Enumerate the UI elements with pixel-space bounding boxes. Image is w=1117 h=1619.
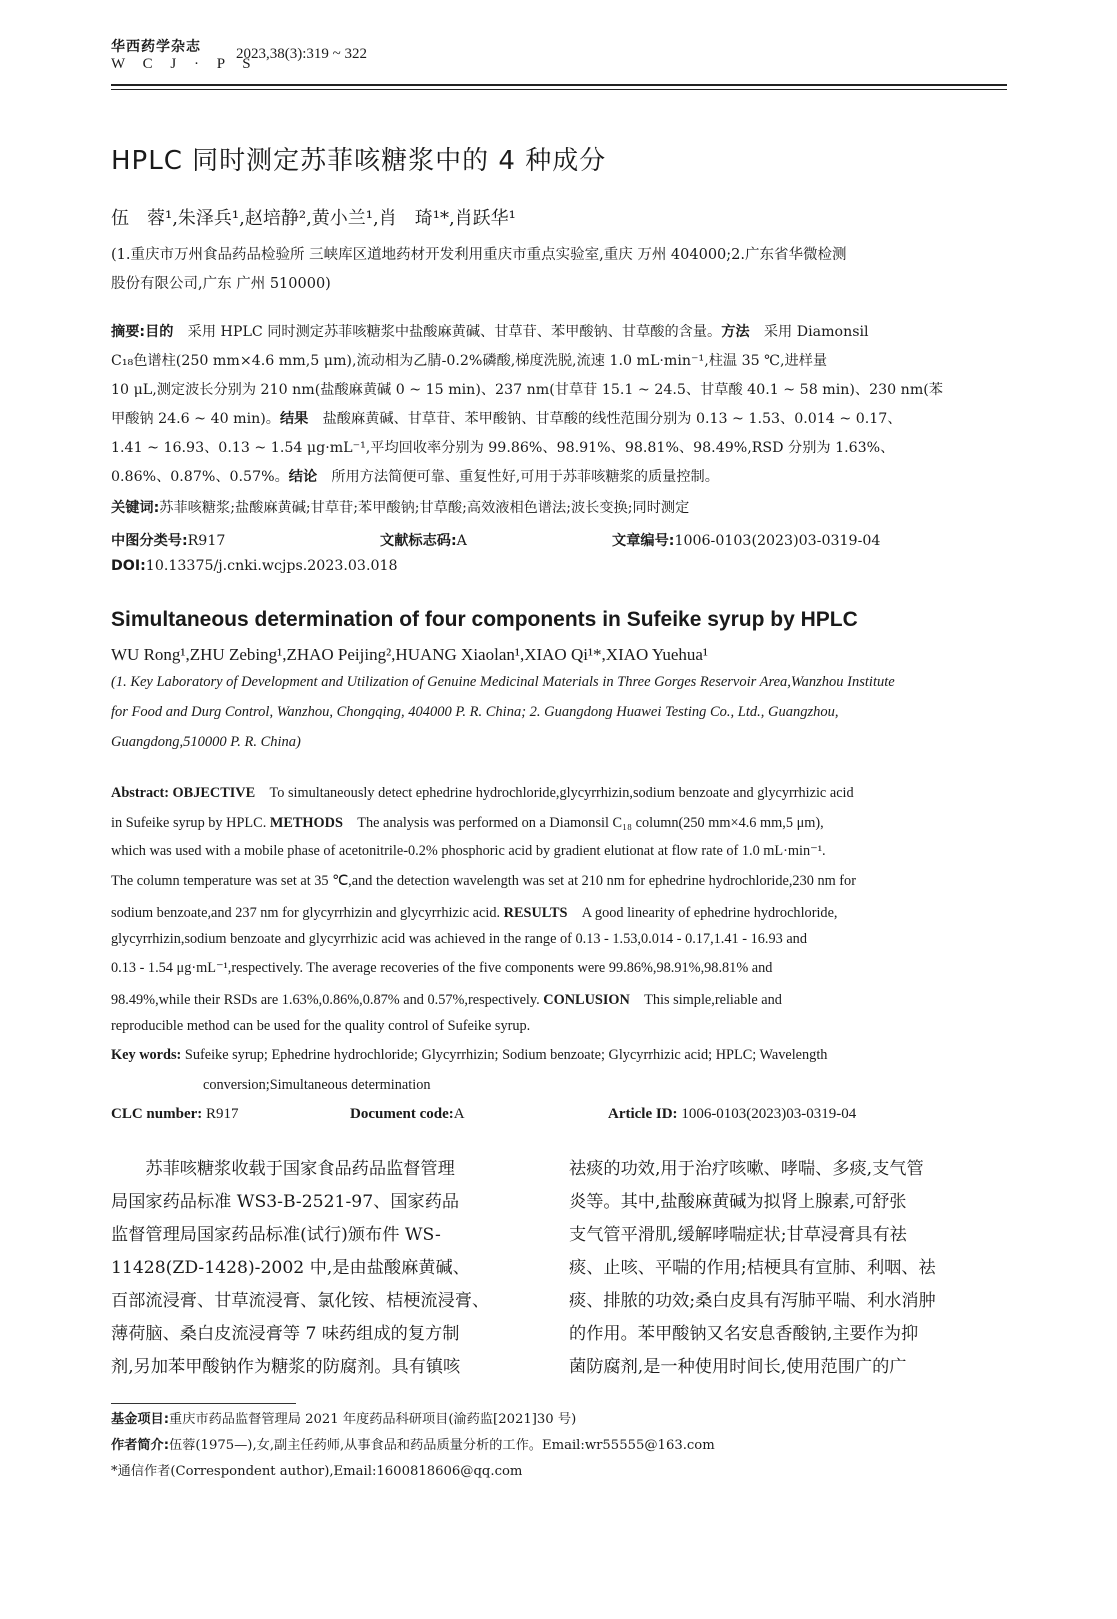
body-right-line: 的作用。苯甲酸钠又名安息香酸钠,主要作为抑 xyxy=(569,1324,919,1344)
body-right-line: 支气管平滑肌,缓解哮喘症状;甘草浸膏具有祛 xyxy=(569,1225,907,1245)
abstract-en-line xyxy=(111,989,1007,1009)
authors-en: WU Rong¹,ZHU Zebing¹,ZHAO Peijing²,HUANG Xiaolan¹,XIAO Qi¹*,XIAO Yuehua¹ xyxy=(111,645,709,664)
affiliation-en-line: Guangdong,510000 P. R. China) xyxy=(111,734,301,750)
doc-code-en xyxy=(350,1106,465,1123)
body-right-line: 炎等。其中,盐酸麻黄碱为拟肾上腺素,可舒张 xyxy=(569,1192,907,1212)
abstract-en-line: which was used with a mobile phase of acetonitrile-0.2% phosphoric acid by gradient elutionat at flow rate of 1.0 mL·min⁻¹. xyxy=(111,843,826,859)
clc-number-cn xyxy=(111,530,225,550)
authors-cn: 伍 蓉¹,朱泽兵¹,赵培静²,黄小兰¹,肖 琦¹*,肖跃华¹ xyxy=(111,208,516,229)
issue-info: 2023,38(3):319 ~ 322 xyxy=(236,46,368,62)
clc-cn-value: R917 xyxy=(187,533,226,549)
footnote-rule xyxy=(111,1403,296,1404)
abstract-cn-line: 10 μL,测定波长分别为 210 nm(盐酸麻黄碱 0 ~ 15 min)、237 nm(甘草苷 15.1 ~ 24.5、甘草酸 40.1 ~ 58 min)、230 nm(苯 xyxy=(111,382,943,398)
abstract-cn-line: C₁₈色谱柱(250 mm×4.6 mm,5 μm),流动相为乙腈-0.2%磷酸,梯度洗脱,流速 1.0 mL·min⁻¹,柱温 35 ℃,进样量 xyxy=(111,353,828,369)
footnote-fund xyxy=(111,1408,576,1427)
abstract-cn-line xyxy=(111,466,1007,486)
abstract-en-text: 98.49%,while their RSDs are 1.63%,0.86%,0.87% and 0.57%,respectively. xyxy=(111,992,540,1008)
methods-en-label: METHODS xyxy=(269,815,343,831)
header-rule-thin xyxy=(111,89,1007,90)
keywords-cn-label: 关键词: xyxy=(111,500,160,516)
abstract-en-line: The column temperature was set at 35 ℃,and the detection wavelength was set at 210 nm for ephedrine hydrochloride,230 nm for xyxy=(111,873,856,889)
conclusion-cn-label: 结论 xyxy=(288,469,318,485)
abstract-en-label: Abstract: xyxy=(111,785,169,801)
abstract-en-line xyxy=(111,902,1007,922)
keywords-cn xyxy=(111,497,1007,517)
abstract-en-line: glycyrrhizin,sodium benzoate and glycyrrhizic acid was achieved in the range of 0.13 - 1.53,0.014 - 0.17,1.41 - 16.93 and xyxy=(111,931,807,947)
keywords-en-line: conversion;Simultaneous determination xyxy=(203,1077,431,1093)
doi-value: 10.13375/j.cnki.wcjps.2023.03.018 xyxy=(145,558,398,574)
abstract-cn-text: 0.86%、0.87%、0.57%。 xyxy=(111,469,289,485)
doc-cn-label: 文献标志码: xyxy=(380,533,457,549)
clc-cn-label: 中图分类号: xyxy=(111,533,188,549)
body-right-line: 祛痰的功效,用于治疗咳嗽、哮喘、多痰,支气管 xyxy=(569,1159,924,1179)
affiliation-cn-line: 股份有限公司,广东 广州 510000) xyxy=(111,276,331,292)
article-cn-label: 文章编号: xyxy=(612,533,675,549)
body-right-line: 菌防腐剂,是一种使用时间长,使用范围广的广 xyxy=(569,1357,907,1377)
abstract-cn-text: 所用方法简便可靠、重复性好,可用于苏菲咳糖浆的质量控制。 xyxy=(317,469,719,485)
conclusion-en-label: CONLUSION xyxy=(543,992,630,1008)
abstract-cn-text: 采用 HPLC 同时测定苏菲咳糖浆中盐酸麻黄碱、甘草苷、苯甲酸钠、甘草酸的含量。 xyxy=(173,324,722,340)
body-left-line: 11428(ZD-1428)-2002 中,是由盐酸麻黄碱、 xyxy=(111,1258,470,1278)
abstract-en-text: A good linearity of ephedrine hydrochloride, xyxy=(567,905,838,921)
abstract-cn-line: 1.41 ~ 16.93、0.13 ~ 1.54 μg·mL⁻¹,平均回收率分别为 99.86%、98.91%、98.81%、98.49%,RSD 分别为 1.63%、 xyxy=(111,440,895,456)
abstract-en-text: To simultaneously detect ephedrine hydrochloride,glycyrrhizin,sodium benzoate and glycyrrhizic acid xyxy=(255,785,854,801)
article-cn-value: 1006-0103(2023)03-0319-04 xyxy=(674,533,881,549)
affiliation-cn-line: (1.重庆市万州食品药品检验所 三峡库区道地药材开发利用重庆市重点实验室,重庆 万州 404000;2.广东省华微检测 xyxy=(111,247,847,263)
abstract-cn-text: 盐酸麻黄碱、甘草苷、苯甲酸钠、甘草酸的线性范围分别为 0.13 ~ 1.53、0.014 ~ 0.17、 xyxy=(308,411,902,427)
body-left-line: 监督管理局国家药品标准(试行)颁布件 WS- xyxy=(111,1225,441,1245)
body-left-line: 局国家药品标准 WS3-B-2521-97、国家药品 xyxy=(111,1192,460,1212)
doc-en-value: A xyxy=(453,1106,465,1122)
clc-number-en xyxy=(111,1106,239,1123)
abstract-cn-text: 采用 Diamonsil xyxy=(749,324,869,340)
abstract-cn-line xyxy=(111,321,1007,341)
affiliation-en-line: for Food and Durg Control, Wanzhou, Chongqing, 404000 P. R. China; 2. Guangdong Huawei Testing Co., Ltd., Guangzhou, xyxy=(111,704,839,720)
keywords-en xyxy=(111,1047,1007,1064)
doc-code-cn xyxy=(380,530,467,550)
abstract-cn-label: 摘要: xyxy=(111,324,146,340)
objective-cn-label: 目的 xyxy=(145,324,174,340)
article-id-cn xyxy=(612,530,880,550)
body-left-line: 薄荷脑、桑白皮流浸膏等 7 味药组成的复方制 xyxy=(111,1324,460,1344)
body-left-line: 苏菲咳糖浆收载于国家食品药品监督管理 xyxy=(111,1159,455,1179)
abstract-cn-line xyxy=(111,408,1007,428)
body-left-line: 百部流浸膏、甘草流浸膏、氯化铵、桔梗流浸膏、 xyxy=(111,1291,490,1311)
abstract-en-text: The analysis was performed on a Diamonsil C₁₈ column(250 mm×4.6 mm,5 μm), xyxy=(342,815,824,831)
title-cn: HPLC 同时测定苏菲咳糖浆中的 4 种成分 xyxy=(111,146,607,176)
abstract-en-line: 0.13 - 1.54 μg·mL⁻¹,respectively. The average recoveries of the five components were 99.86%,98.91%,98.81% and xyxy=(111,960,773,976)
journal-name-cn: 华西药学杂志 xyxy=(111,39,201,55)
fund-label: 基金项目: xyxy=(111,1412,170,1427)
article-en-label: Article ID: xyxy=(608,1106,678,1122)
body-left-line: 剂,另加苯甲酸钠作为糖浆的防腐剂。具有镇咳 xyxy=(111,1357,461,1377)
abstract-en-line: reproducible method can be used for the quality control of Sufeike syrup. xyxy=(111,1018,531,1034)
objective-en-label: OBJECTIVE xyxy=(172,785,256,801)
doi xyxy=(111,558,398,574)
doc-en-label: Document code: xyxy=(350,1106,454,1122)
abstract-cn-text: 甲酸钠 24.6 ~ 40 min)。 xyxy=(111,411,280,427)
keywords-cn-text: 苏菲咳糖浆;盐酸麻黄碱;甘草苷;苯甲酸钠;甘草酸;高效液相色谱法;波长变换;同时测定 xyxy=(159,500,690,516)
journal-name-en: W C J · P S xyxy=(111,56,258,72)
abstract-en-text: in Sufeike syrup by HPLC. xyxy=(111,815,267,831)
article-id-en xyxy=(608,1106,856,1123)
doc-cn-value: A xyxy=(456,533,467,549)
footnote-author xyxy=(111,1434,715,1453)
body-right-line: 痰、排脓的功效;桑白皮具有泻肺平喘、利水消肿 xyxy=(569,1291,936,1311)
clc-en-value: R917 xyxy=(202,1106,239,1122)
abstract-en-line xyxy=(111,782,1007,802)
keywords-en-label: Key words: xyxy=(111,1047,182,1063)
header-rule-thick xyxy=(111,84,1007,86)
article-en-value: 1006-0103(2023)03-0319-04 xyxy=(677,1106,857,1122)
abstract-en-text: This simple,reliable and xyxy=(629,992,782,1008)
results-cn-label: 结果 xyxy=(279,411,309,427)
author-bio-text: 伍蓉(1975—),女,副主任药师,从事食品和药品质量分析的工作。Email:wr55555@163.com xyxy=(169,1438,715,1453)
footnote-correspondent: *通信作者(Correspondent author),Email:1600818606@qq.com xyxy=(111,1464,523,1479)
body-right-line: 痰、止咳、平喘的作用;桔梗具有宣肺、利咽、祛 xyxy=(569,1258,936,1278)
abstract-en-line xyxy=(111,812,1007,832)
abstract-en-text: sodium benzoate,and 237 nm for glycyrrhizin and glycyrrhizic acid. xyxy=(111,905,501,921)
doi-label: DOI: xyxy=(111,558,146,574)
methods-cn-label: 方法 xyxy=(721,324,750,340)
clc-en-label: CLC number: xyxy=(111,1106,203,1122)
title-en: Simultaneous determination of four components in Sufeike syrup by HPLC xyxy=(111,608,858,631)
fund-text: 重庆市药品监督管理局 2021 年度药品科研项目(渝药监[2021]30 号) xyxy=(169,1412,577,1427)
author-bio-label: 作者简介: xyxy=(111,1438,170,1453)
results-en-label: RESULTS xyxy=(503,905,568,921)
keywords-en-text: Sufeike syrup; Ephedrine hydrochloride; Glycyrrhizin; Sodium benzoate; Glycyrrhizic acid; HPLC; Wavelength xyxy=(184,1047,828,1063)
affiliation-en-line: (1. Key Laboratory of Development and Utilization of Genuine Medicinal Materials in Three Gorges Reservoir Area,Wanzhou Institute xyxy=(111,674,895,690)
